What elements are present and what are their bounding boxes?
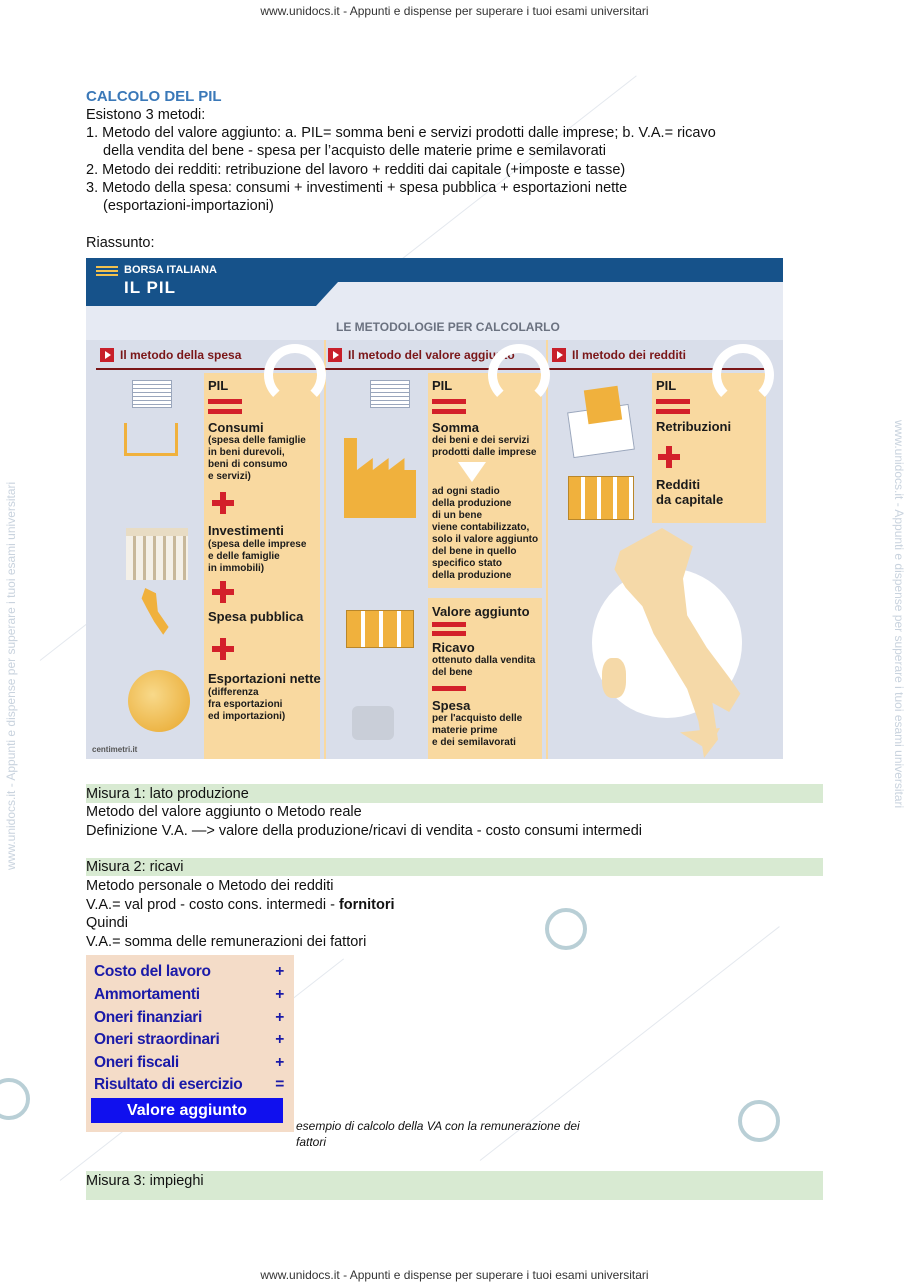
play-icon bbox=[100, 348, 114, 362]
page-footer: www.unidocs.it - Appunti e dispense per superare i tuoi esami universitari bbox=[260, 1268, 649, 1282]
desc-line: della produzione bbox=[432, 570, 512, 581]
borsa-logo-icon bbox=[96, 266, 118, 278]
desc-line: in beni durevoli, bbox=[208, 447, 285, 458]
play-icon bbox=[328, 348, 342, 362]
spesa-pil: PIL bbox=[208, 378, 229, 393]
valore-somma: Somma bbox=[432, 420, 479, 435]
spesa-investimenti: Investimenti bbox=[208, 523, 284, 538]
desc-line: ed importazioni) bbox=[208, 711, 286, 722]
misura1-line2: Definizione V.A. —> valore della produzione/ricavi di vendita - costo consumi intermedi bbox=[86, 823, 642, 839]
spesa-consumi: Consumi bbox=[208, 420, 264, 435]
misura2-line2-text: V.A.= val prod - costo cons. intermedi - bbox=[86, 897, 339, 913]
watermark-logo-icon bbox=[738, 1100, 780, 1142]
side-watermark-right: www.unidocs.it - Appunti e dispense per superare i tuoi esami universitari bbox=[892, 420, 906, 809]
play-icon bbox=[552, 348, 566, 362]
sardinia-icon bbox=[602, 658, 626, 698]
misura2-line3: Quindi bbox=[86, 915, 128, 931]
desc-line: materie prime bbox=[432, 725, 498, 736]
doc-title: CALCOLO DEL PIL bbox=[86, 88, 222, 105]
va-row-label: Oneri finanziari bbox=[94, 1009, 203, 1026]
refresh-arrow-icon bbox=[712, 344, 774, 406]
va-row-label: Oneri straordinari bbox=[94, 1031, 220, 1048]
desc-line: per l'acquisto delle bbox=[432, 713, 523, 724]
va-row-op: + bbox=[275, 963, 284, 980]
goods-icon bbox=[346, 610, 414, 648]
pil-infographic bbox=[86, 258, 783, 759]
figure-source: centimetri.it bbox=[92, 745, 138, 754]
summary-label: Riassunto: bbox=[86, 235, 155, 251]
redditi-capitale: Redditi bbox=[656, 477, 701, 492]
method-item: della vendita del bene - spesa per l’acquisto delle materie prime e semilavorati bbox=[103, 143, 606, 159]
valore-spesa: Spesa bbox=[432, 698, 471, 713]
desc-line: e servizi) bbox=[208, 471, 251, 482]
misura2-title: Misura 2: ricavi bbox=[86, 859, 184, 875]
desc-line: della produzione bbox=[432, 498, 512, 509]
misura3-title: Misura 3: impieghi bbox=[86, 1173, 204, 1189]
figure-brand: BORSA ITALIANA bbox=[124, 264, 217, 276]
va-row-op: = bbox=[275, 1076, 284, 1093]
desc-line: (differenza bbox=[208, 687, 259, 698]
doc-intro: Esistono 3 metodi: bbox=[86, 107, 206, 123]
plus-icon bbox=[212, 581, 234, 603]
va-row-label: Oneri fiscali bbox=[94, 1054, 179, 1071]
desc-line: solo il valore aggiunto bbox=[432, 534, 539, 545]
desc-line: ottenuto dalla vendita bbox=[432, 655, 536, 666]
method-item: (esportazioni-importazioni) bbox=[103, 198, 274, 214]
method-item: 3. Metodo della spesa: consumi + investimenti + spesa pubblica + esportazioni nette bbox=[86, 180, 628, 196]
misura2-line2 bbox=[86, 896, 395, 914]
redditi-pil: PIL bbox=[656, 378, 677, 393]
plus-icon bbox=[658, 446, 680, 468]
figure-title: IL PIL bbox=[124, 278, 176, 297]
banknotes-icon bbox=[370, 380, 410, 408]
va-row-label: Ammortamenti bbox=[94, 986, 200, 1003]
va-caption-2: fattori bbox=[296, 1135, 327, 1149]
globe-icon bbox=[128, 670, 190, 732]
va-row bbox=[94, 963, 284, 981]
method-valore-head: Il metodo del valore aggiunto bbox=[348, 348, 515, 362]
government-building-icon bbox=[126, 528, 188, 580]
va-row bbox=[94, 1054, 284, 1072]
va-row-op: + bbox=[275, 1009, 284, 1026]
refresh-arrow-icon bbox=[488, 344, 550, 406]
misura1-title: Misura 1: lato produzione bbox=[86, 786, 249, 802]
misura1-line1: Metodo del valore aggiunto o Metodo reale bbox=[86, 804, 362, 820]
va-row-op: + bbox=[275, 1054, 284, 1071]
va-caption-1: esempio di calcolo della VA con la remunerazione dei bbox=[296, 1119, 580, 1133]
valore-aggiunto-label: Valore aggiunto bbox=[432, 604, 530, 619]
desc-line: (spesa delle imprese bbox=[208, 539, 307, 550]
plus-icon bbox=[212, 492, 234, 514]
va-row bbox=[94, 986, 284, 1004]
desc-line: specifico stato bbox=[432, 558, 503, 569]
desc-line: del bene bbox=[432, 667, 473, 678]
desc-line: beni di consumo bbox=[208, 459, 288, 470]
method-item: 1. Metodo del valore aggiunto: a. PIL= somma beni e servizi prodotti dalle imprese; b. V.A.= ricavo bbox=[86, 125, 716, 141]
page-header: www.unidocs.it - Appunti e dispense per superare i tuoi esami universitari bbox=[260, 4, 649, 18]
va-row bbox=[94, 1076, 284, 1094]
desc-line: fra esportazioni bbox=[208, 699, 283, 710]
spesa-pubblica: Spesa pubblica bbox=[208, 609, 304, 624]
desc-line: di un bene bbox=[432, 510, 482, 521]
misura2-line4: V.A.= somma delle remunerazioni dei fattori bbox=[86, 934, 367, 950]
method-spesa-head: Il metodo della spesa bbox=[120, 348, 242, 362]
va-row bbox=[94, 1031, 284, 1049]
va-row bbox=[94, 1009, 284, 1027]
desc-line: viene contabilizzato, bbox=[432, 522, 530, 533]
watermark-logo-icon bbox=[0, 1078, 30, 1120]
watermark-logo-icon bbox=[545, 908, 587, 950]
banknotes-icon bbox=[132, 380, 172, 408]
misura2-line1: Metodo personale o Metodo dei redditi bbox=[86, 878, 334, 894]
method-item: 2. Metodo dei redditi: retribuzione del lavoro + redditi dai capitale (+imposte e tasse) bbox=[86, 162, 626, 178]
va-row-label: Costo del lavoro bbox=[94, 963, 211, 980]
figure-subtitle: LE METODOLOGIE PER CALCOLARLO bbox=[336, 320, 560, 334]
tool-icon bbox=[352, 706, 394, 740]
desc-line: del bene in quello bbox=[432, 546, 517, 557]
va-row-op: + bbox=[275, 986, 284, 1003]
desc-line: dei beni e dei servizi bbox=[432, 435, 530, 446]
va-row-op: + bbox=[275, 1031, 284, 1048]
desc-line: ad ogni stadio bbox=[432, 486, 500, 497]
misura2-band bbox=[86, 858, 823, 876]
desc-line: prodotti dalle imprese bbox=[432, 447, 537, 458]
va-total: Valore aggiunto bbox=[91, 1098, 283, 1123]
coins-icon bbox=[568, 476, 634, 520]
side-watermark-left: www.unidocs.it - Appunti e dispense per superare i tuoi esami universitari bbox=[4, 481, 18, 870]
spesa-export: Esportazioni nette bbox=[208, 671, 321, 686]
va-calculation-table bbox=[86, 955, 294, 1132]
valore-pil: PIL bbox=[432, 378, 453, 393]
down-arrow-icon bbox=[458, 462, 486, 482]
refresh-arrow-icon bbox=[264, 344, 326, 406]
misura2-line2-bold: fornitori bbox=[338, 897, 395, 913]
va-row-label: Risultato di esercizio bbox=[94, 1076, 243, 1093]
plus-icon bbox=[212, 638, 234, 660]
method-redditi-head: Il metodo dei redditi bbox=[572, 348, 687, 362]
desc-line: e dei semilavorati bbox=[432, 737, 516, 748]
redditi-capitale-2: da capitale bbox=[656, 492, 724, 507]
desc-line: e delle famiglie bbox=[208, 551, 280, 562]
valore-ricavo: Ricavo bbox=[432, 640, 475, 655]
desc-line: in immobili) bbox=[208, 563, 265, 574]
shopping-cart-icon bbox=[124, 423, 178, 456]
redditi-retribuzioni: Retribuzioni bbox=[656, 419, 732, 434]
desc-line: (spesa delle famiglie bbox=[208, 435, 306, 446]
